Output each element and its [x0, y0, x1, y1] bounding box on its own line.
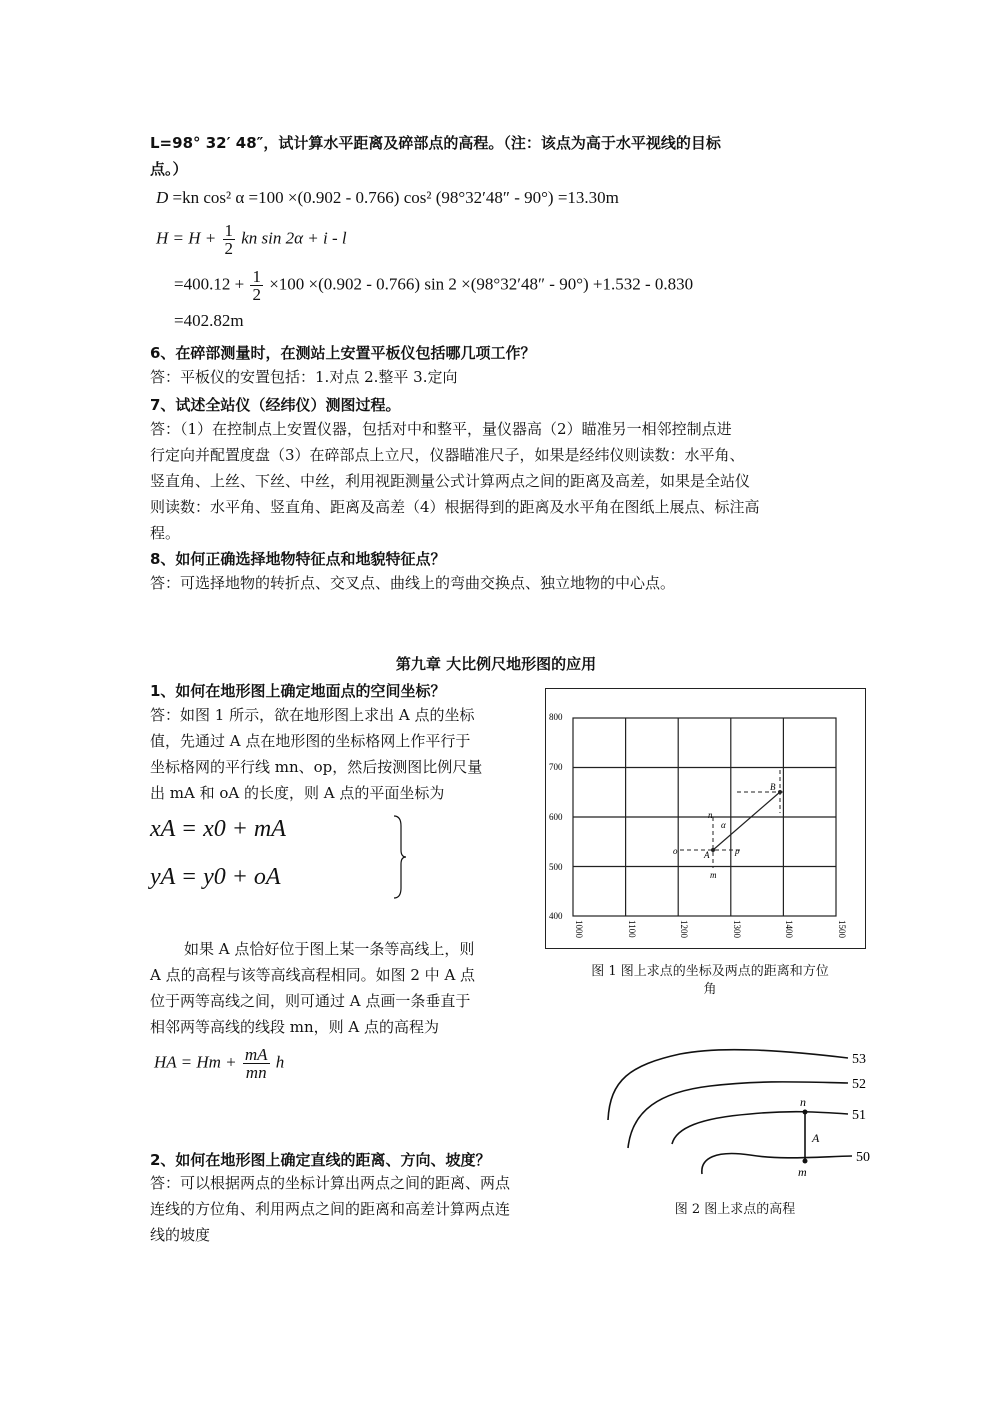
eq-h-num: mA — [244, 1045, 268, 1064]
formula-d-rhs: =kn cos² α =100 ×(0.902 - 0.766) cos² (98°32′48″ - 90°) =13.30m — [172, 188, 619, 207]
s1-title: 1、如何在地形图上确定地面点的空间坐标？ — [150, 682, 446, 700]
fig1-point-b — [778, 790, 782, 794]
s1-para2-line: 如果 A 点恰好位于图上某一条等高线上，则 — [184, 940, 475, 958]
fig2-contour-label: 51 — [852, 1108, 866, 1123]
right-brace-icon — [392, 812, 408, 902]
half-num: 1 — [224, 221, 233, 240]
s1-para2 — [150, 936, 530, 1040]
formula-h-tail: kn sin 2α + i - l — [241, 228, 347, 248]
eq-h-den: mn — [245, 1063, 267, 1082]
fig2-label: n — [800, 1095, 806, 1109]
formula-h-line3: =402.82m — [174, 311, 244, 330]
s2-line: 线的坡度 — [150, 1226, 211, 1244]
fig2-contour-label: 52 — [852, 1077, 866, 1092]
eq-h-tail: h — [275, 1052, 285, 1072]
fig2-label: m — [798, 1165, 807, 1179]
eq-y: yA = y0 + oA — [150, 864, 281, 890]
s2-answer — [150, 1170, 600, 1248]
fig1-caption-line: 角 — [703, 982, 717, 997]
q7-line: 程。 — [150, 524, 181, 542]
figure-2 — [600, 1040, 885, 1180]
fig1-label: n — [708, 810, 713, 820]
formula-d-lhs: D — [156, 188, 169, 207]
q7-line: 竖直角、上丝、下丝、中丝，利用视距测量公式计算两点之间的距离及高差，如果是全站仪 — [150, 472, 751, 490]
s1-para2-line: 相邻两等高线的线段 mn，则 A 点的高程为 — [150, 1018, 440, 1036]
half-fraction-2 — [250, 268, 263, 303]
intro-line-1: L=98° 32′ 48″，试计算水平距离及碎部点的高程。（注：该点为高于水平视线的目标 — [150, 134, 721, 152]
q7-line: 行定向并配置度盘（3）在碎部点上立尺，仪器瞄准尺子，如果是经纬仪则读数：水平角、 — [150, 446, 745, 464]
fig1-dashed-lines — [680, 770, 783, 868]
fig1-ytick: 800 — [549, 712, 563, 722]
fig1-xtick: 1300 — [732, 920, 742, 938]
s2-line: 连线的方位角、利用两点之间的距离和高差计算两点连 — [150, 1200, 511, 1218]
q7-line: 则读数：水平角、竖直角、距离及高差（4）根据得到的距离及水平角在图纸上展点、标注高 — [150, 498, 760, 516]
q6-title: 6、在碎部测量时，在测站上安置平板仪包括哪几项工作？ — [150, 344, 536, 362]
fig1-label: B — [770, 782, 776, 792]
fig1-caption-line: 图 1 图上求点的坐标及两点的距离和方位 — [591, 964, 829, 979]
fig1-label: m — [710, 870, 717, 880]
fig1-grid — [573, 718, 836, 916]
formula-h-lhs: H = H + — [156, 228, 217, 248]
fig1-xtick: 1500 — [837, 920, 847, 938]
half-num-2: 1 — [252, 267, 261, 286]
fig2-point-n — [803, 1110, 808, 1115]
q7-line: 答：（1）在控制点上安置仪器，包括对中和整平，量仪器高（2）瞄准另一相邻控制点进 — [150, 420, 732, 438]
s1-para2-line: 位于两等高线之间，则可通过 A 点画一条垂直于 — [150, 992, 471, 1010]
q7-answer — [150, 416, 850, 546]
eq-h-lhs: HA = Hm + — [154, 1052, 237, 1072]
fig1-ytick: 600 — [549, 812, 563, 822]
s2-title: 2、如何在地形图上确定直线的距离、方向、坡度？ — [150, 1151, 491, 1169]
s1-line: 出 mA 和 oA 的长度，则 A 点的平面坐标为 — [150, 784, 445, 802]
fig1-label: A — [704, 850, 710, 860]
fig2-caption: 图 2 图上求点的高程 — [674, 1202, 796, 1217]
fig2-contour-label: 53 — [852, 1052, 866, 1067]
fig1-xtick: 1200 — [679, 920, 689, 938]
formula-h2-head: =400.12 + — [174, 274, 245, 294]
half-den-2: 2 — [252, 285, 261, 304]
figure-1 — [545, 688, 867, 950]
s2-line: 答：可以根据两点的坐标计算出两点之间的距离、两点 — [150, 1174, 511, 1192]
fig1-ytick: 500 — [549, 862, 563, 872]
q6-answer: 答：平板仪的安置包括：1.对点 2.整平 3.定向 — [150, 368, 458, 386]
fig1-label: o — [673, 846, 678, 856]
s1-line: 答：如图 1 所示，欲在地形图上求出 A 点的坐标 — [150, 706, 475, 724]
fig1-ytick: 700 — [549, 762, 563, 772]
q7-title: 7、试述全站仪（经纬仪）测图过程。 — [150, 396, 401, 414]
formula-h — [156, 222, 347, 257]
fig1-xtick: 1100 — [627, 920, 637, 938]
eq-h — [154, 1046, 284, 1081]
fig1-label: p — [735, 846, 740, 856]
coord-equations — [150, 812, 286, 902]
fig1-label: α — [721, 820, 726, 830]
fig2-contours — [608, 1050, 852, 1174]
s1-line: 值，先通过 A 点在地形图的坐标格网上作平行于 — [150, 732, 471, 750]
fig1-xtick: 1000 — [574, 920, 584, 938]
fig2-point-m — [803, 1159, 808, 1164]
s1-para1 — [150, 702, 530, 806]
formula-h-line2 — [174, 268, 693, 303]
fig2-label: A — [812, 1131, 820, 1145]
q8-title: 8、如何正确选择地物特征点和地貌特征点？ — [150, 550, 446, 568]
formula-h2-tail: ×100 ×(0.902 - 0.766) sin 2 ×(98°32′48″ - 90°) +1.532 - 0.830 — [269, 274, 694, 294]
q8-answer: 答：可选择地物的转折点、交叉点、曲线上的弯曲交换点、独立地物的中心点。 — [150, 574, 676, 592]
eq-x: xA = x0 + mA — [150, 816, 286, 842]
intro-line-2: 点。） — [150, 160, 188, 178]
half-den: 2 — [224, 239, 233, 258]
fig1-frame — [546, 689, 866, 949]
eq-h-fraction — [243, 1046, 270, 1081]
fig1-ytick: 400 — [549, 911, 563, 921]
s1-line: 坐标格网的平行线 mn、op，然后按测图比例尺量 — [150, 758, 483, 776]
fig1-point-a — [711, 848, 715, 852]
s1-para2-line: A 点的高程与该等高线高程相同。如图 2 中 A 点 — [150, 966, 476, 984]
fig2-contour-label: 50 — [856, 1150, 870, 1165]
formula-d — [156, 188, 619, 208]
chapter-title: 第九章 大比例尺地形图的应用 — [395, 655, 597, 673]
fig1-caption — [560, 963, 860, 999]
half-fraction — [223, 222, 236, 257]
fig1-xtick: 1400 — [784, 920, 794, 938]
